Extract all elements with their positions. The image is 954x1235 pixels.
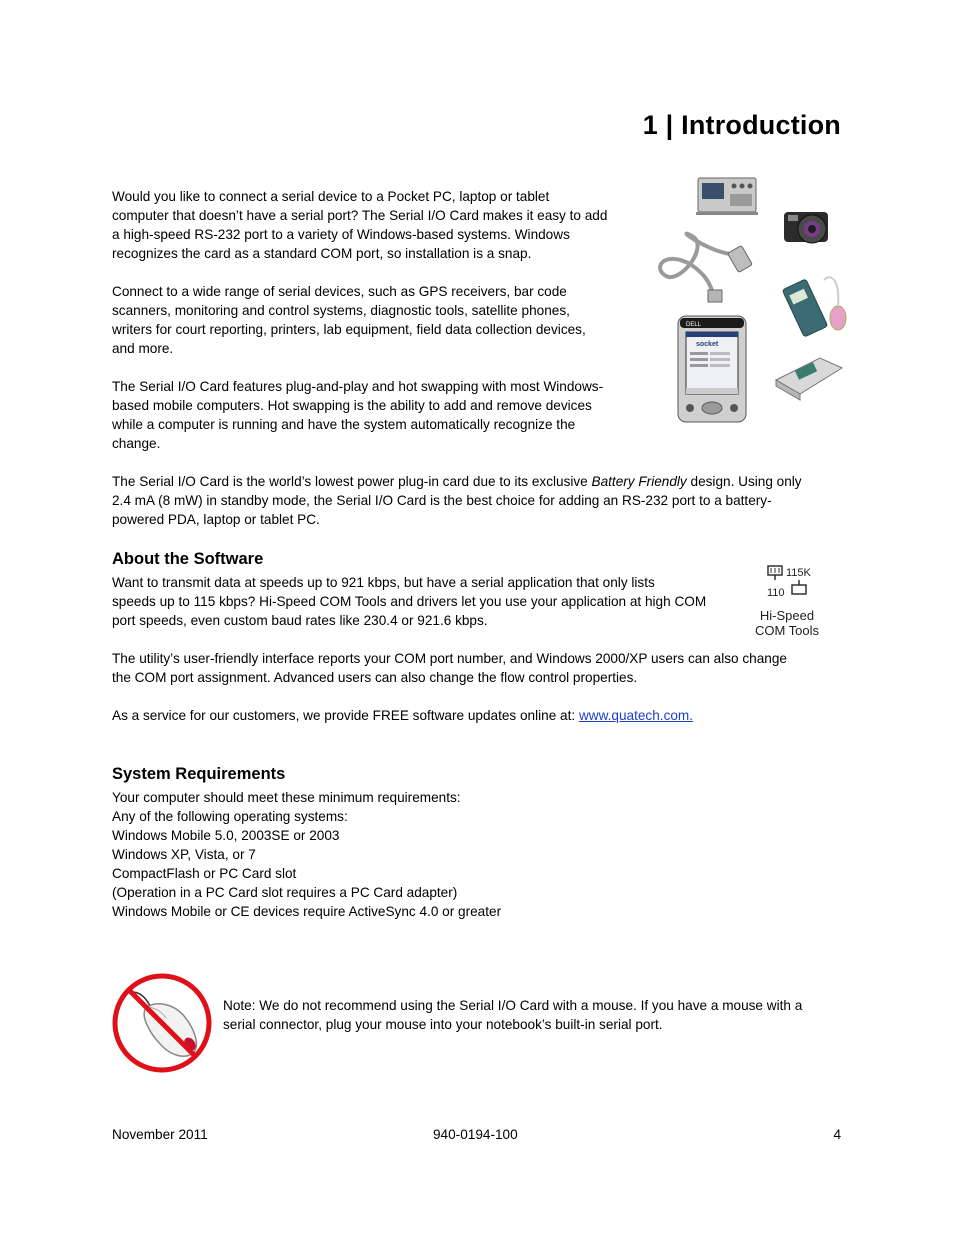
service-text: As a service for our customers, we provide FREE software updates online at: [112,708,579,723]
intro-paragraph-2 [112,282,586,358]
footer-date: November 2011 [112,1127,208,1142]
battery-paragraph [112,472,802,529]
mouse-note [223,996,853,1034]
logo-mid-label: 110 [767,587,785,599]
text-line: 2.4 mA (8 mW) in standby mode, the Serial I/O Card is the best choice for adding an RS-232 port to a battery- [112,493,772,508]
pda-app-label: socket [696,341,719,348]
footer-doc-number: 940-0194-100 [433,1127,518,1142]
text-line: a high-speed RS-232 port to a variety of Windows-based systems. Windows [112,227,570,242]
logo-line-2: COM Tools [754,623,820,638]
quatech-link[interactable]: www.quatech.com. [578,708,694,723]
text-line: Want to transmit data at speeds up to 921 kbps, but have a serial application that only lists [112,575,655,590]
camera-icon [784,212,828,243]
requirement-line: Your computer should meet these minimum requirements: [112,790,461,805]
requirement-line: (Operation in a PC Card slot requires a PC Card adapter) [112,885,458,900]
logo-top-label: 115K [786,567,811,579]
oscilloscope-icon [696,178,758,215]
text-line: writers for court reporting, printers, lab equipment, field data collection devices, [112,322,586,337]
pda-icon [678,316,746,422]
text-line: based mobile computers. Hot swapping is the ability to add and remove devices [112,398,592,413]
text-line: change. [112,436,161,451]
text-line: Would you like to connect a serial device to a Pocket PC, laptop or tablet [112,189,550,204]
text-line: speeds up to 115 kbps? Hi-Speed COM Tools and drivers let you use your application at high COM [112,594,707,609]
requirement-line: Windows XP, Vista, or 7 [112,847,256,862]
intro-paragraph-1 [112,187,607,263]
requirement-line: Windows Mobile or CE devices require ActiveSync 4.0 or greater [112,904,502,919]
serial-port-icon [748,563,826,603]
text-line: Note: We do not recommend using the Serial I/O Card with a mouse. If you have a mouse with a [223,998,803,1013]
text-line: recognizes the card as a standard COM port, so installation is a snap. [112,246,532,261]
text-line: while a computer is running and have the system automatically recognize the [112,417,576,432]
text-line: computer that doesn’t have a serial port? The Serial I/O Card makes it easy to add [112,208,608,223]
lab-device-icon [776,358,842,400]
text-run: The Serial I/O Card is the world’s lowest power plug-in card due to its exclusive [112,474,592,489]
footer-page-number: 4 [833,1127,841,1142]
requirement-line: Windows Mobile 5.0, 2003SE or 2003 [112,828,340,843]
pda-brand-label: DELL [686,322,702,328]
hi-speed-com-tools-logo [748,563,826,639]
battery-line-1 [112,472,802,491]
text-line: The Serial I/O Card features plug-and-play and hot swapping with most Windows- [112,379,604,394]
text-line: the COM port assignment. Advanced users can also change the flow control properties. [112,670,638,685]
logo-line-1: Hi-Speed [759,608,815,623]
text-line: and more. [112,341,174,356]
requirements-list [112,788,501,921]
software-heading: About the Software [112,550,264,568]
ph-meter-icon [782,277,846,337]
text-line: port speeds, even custom baud rates like 230.4 or 921.6 kbps. [112,613,488,628]
text-line: Connect to a wide range of serial devices, such as GPS receivers, bar code [112,284,567,299]
software-paragraph-2 [112,649,787,687]
requirement-line: CompactFlash or PC Card slot [112,866,297,881]
no-mouse-icon [110,972,214,1074]
software-service-line [112,706,693,725]
serial-devices-illustration [652,172,852,424]
text-line: The utility’s user-friendly interface reports your COM port number, and Windows 2000/XP users can also change [112,651,787,666]
requirements-heading: System Requirements [112,765,286,783]
intro-paragraph-3 [112,377,603,453]
serial-cable-icon [660,234,752,302]
text-run: design. Using only [686,474,802,489]
requirement-line: Any of the following operating systems: [112,809,348,824]
text-line: powered PDA, laptop or tablet PC. [112,512,320,527]
chapter-title: 1 | Introduction [642,110,841,140]
text-line: scanners, monitoring and control systems, diagnostic tools, satellite phones, [112,303,570,318]
text-line: serial connector, plug your mouse into your notebook’s built-in serial port. [223,1017,663,1032]
software-paragraph-1 [112,573,706,630]
battery-friendly-term: Battery Friendly [591,474,687,489]
